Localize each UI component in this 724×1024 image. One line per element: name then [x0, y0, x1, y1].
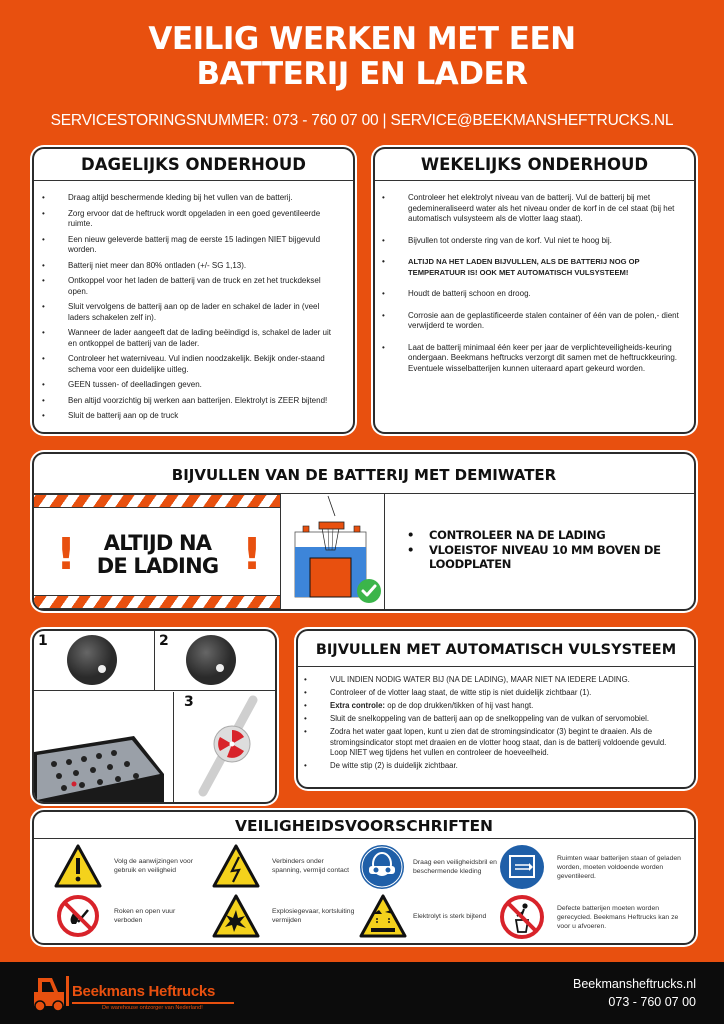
float-cap-icon	[34, 631, 155, 691]
sign-text: Roken en open vuur verboden	[114, 908, 176, 924]
battery-cells-icon	[34, 692, 174, 802]
battery-diagram-icon	[281, 494, 385, 611]
ventilation-icon	[499, 844, 545, 890]
list-item: • VLOEISTOF NIVEAU 10 MM BOVEN DE LOODPLATEN	[407, 543, 694, 572]
no-disposal-icon	[499, 894, 545, 940]
auto-fill-title: BIJVULLEN MET AUTOMATISCH VULSYSTEEM	[298, 631, 694, 667]
no-smoking-fire-icon	[56, 894, 100, 938]
forklift-logo-icon	[30, 974, 72, 1012]
title-line-1: VEILIG WERKEN MET EEN	[148, 21, 576, 57]
list-item-emphasis: • ALTIJD NA HET LADEN BIJVULLEN, ALS DE BATTERIJ NOG OP TEMPERATUUR IS! OOK MET AUTOMATISCH VULSYSTEEM!	[408, 257, 682, 278]
list-item: • Ontkoppel voor het laden de batterij van de truck en zet het truckdeksel open.	[68, 276, 341, 297]
weekly-maintenance-title: WEKELIJKS ONDERHOUD	[375, 149, 694, 181]
warning-line-2: DE LADING	[96, 554, 219, 578]
list-item: • Sluit de batterij aan op de truck	[68, 411, 341, 422]
auto-fill-list	[298, 667, 694, 772]
weekly-maintenance-list	[375, 181, 694, 374]
list-item: • CONTROLEER NA DE LADING	[407, 528, 694, 543]
safety-sign	[359, 894, 493, 938]
demiwater-card	[32, 452, 696, 611]
brand-name: Beekmans Heftrucks	[72, 983, 216, 1000]
corrosive-hazard-icon	[359, 894, 407, 938]
list-item: • Sluit de snelkoppeling van de batterij aan op de snelkoppeling van de vulkan of servomobiel.	[330, 714, 684, 725]
photo-label: 1	[38, 633, 48, 649]
list-item: • Controleer of de vlotter laag staat, de witte stip is niet duidelijk zichtbaar (1).	[330, 688, 684, 699]
warning-text	[74, 532, 241, 578]
list-item: • Controleer het elektrolyt niveau van de batterij. Vul de batterij bij met gedemineraliseerd water als het niveau onder de korf in de cel staat (bij het automatisch vulsysteem als de vlotter laag staat).	[408, 193, 682, 225]
sign-text: Explosiegevaar, kortsluiting vermijden	[272, 908, 355, 924]
safety-goggles-icon	[359, 844, 405, 890]
safety-sign	[359, 844, 498, 890]
list-item: • De witte stip (2) is duidelijk zichtbaar.	[330, 761, 684, 772]
daily-maintenance-title: DAGELIJKS ONDERHOUD	[34, 149, 353, 181]
safety-sign	[212, 844, 352, 888]
safety-sign	[212, 894, 372, 938]
photos-card	[32, 629, 277, 804]
hazard-stripe	[34, 595, 280, 609]
demiwater-title: BIJVULLEN VAN DE BATTERIJ MET DEMIWATER	[34, 454, 694, 494]
website-link[interactable]: Beekmansheftrucks.nl	[573, 977, 696, 991]
warning-panel	[34, 494, 281, 609]
footer	[0, 962, 724, 1024]
exclamation-icon: !	[242, 529, 263, 580]
safety-regulations-title: VEILIGHEIDSVOORSCHRIFTEN	[34, 812, 694, 839]
auto-fill-card	[296, 629, 696, 789]
list-item: • Zodra het water gaat lopen, kunt u zien dat de stromingsindicator (3) begint te draaien. Als de stromingsindicator stopt met draaien en de vlotter hoog staat, dan is de batterij voldoende gevuld. Loop NIET weg tijdens het vullen en controleer de hoeveelheid.	[330, 727, 684, 759]
list-item: • Houdt de batterij schoon en droog.	[408, 289, 682, 300]
exclamation-icon: !	[56, 529, 77, 580]
list-item: • Controleer het waterniveau. Vul indien noodzakelijk. Bekijk onder-staand schema voor een duidelijke uitleg.	[68, 354, 341, 375]
daily-maintenance-card	[32, 147, 355, 434]
page-title	[0, 22, 724, 92]
brand-tagline: De warehouse ontzorger van Nederland!	[102, 1005, 203, 1011]
battery-diagram	[281, 494, 385, 609]
safety-sign	[499, 894, 682, 940]
photo-flow-indicator	[175, 692, 275, 802]
photo-battery-cells	[34, 692, 174, 802]
list-item: • Een nieuw geleverde batterij mag de eerste 15 ladingen NIET bijgevuld worden.	[68, 235, 341, 256]
safety-regulations-card	[32, 810, 696, 945]
list-item: • Ben altijd voorzichtig bij werken aan batterijen. Elektrolyt is ZEER bijtend!	[68, 396, 341, 407]
safety-sign	[54, 844, 194, 888]
list-item: • Zorg ervoor dat de heftruck wordt opgeladen in een goed geventileerde ruimte.	[68, 209, 341, 230]
list-item: • Laat de batterij minimaal één keer per jaar de verplichteveiligheids-keuring ondergaan. Beekmans heftrucks verzorgt dit samen met de heftruckkeuring. Eventuele wisselbatterijen kunnen uiteraard apart gekeurd worden.	[408, 343, 682, 375]
safety-sign	[56, 894, 194, 938]
list-item: • Corrosie aan de geplastificeerde stalen container of één van de polen,- dient verwijderd te worden.	[408, 311, 682, 332]
list-item: • Sluit vervolgens de batterij aan op de lader en schakel de lader in (veel laders schakelen zelf in).	[68, 302, 341, 323]
warning-general-icon	[54, 844, 102, 888]
safety-sign	[499, 844, 682, 890]
list-item: • VUL INDIEN NODIG WATER BIJ (NA DE LADING), MAAR NIET NA IEDERE LADING.	[330, 675, 684, 686]
sign-text: Volg de aanwijzingen voor gebruik en veiligheid	[114, 858, 193, 874]
sign-text: Verbinders onder spanning, vermijd contact	[272, 858, 350, 874]
electric-hazard-icon	[212, 844, 260, 888]
list-item: • Bijvullen tot onderste ring van de korf. Vul niet te hoog bij.	[408, 236, 682, 247]
list-item: • Draag altijd beschermende kleding bij het vullen van de batterij.	[68, 193, 341, 204]
explosion-hazard-icon	[212, 894, 260, 938]
phone-number: 073 - 760 07 00	[608, 995, 696, 1009]
sign-text: Ruimten waar batterijen staan of geladen worden, moeten voldoende worden geventileerd.	[557, 854, 681, 880]
service-contact-line: SERVICESTORINGSNUMMER: 073 - 760 07 00 | SERVICE@BEEKMANSHEFTRUCKS.NL	[50, 112, 674, 129]
extra-check-text: op de dop drukken/tikken of hij vast hangt.	[387, 701, 534, 710]
photo-label: 2	[159, 633, 169, 649]
demiwater-instructions	[385, 494, 694, 609]
hazard-stripe	[34, 494, 280, 508]
sign-text: Elektrolyt is sterk bijtend	[413, 912, 487, 920]
daily-maintenance-list	[34, 181, 353, 422]
list-item: • GEEN tussen- of deelladingen geven.	[68, 380, 341, 391]
float-cap-icon	[155, 631, 275, 691]
list-item: • Batterij niet meer dan 80% ontladen (+/- SG 1,13).	[68, 261, 341, 272]
weekly-maintenance-card	[373, 147, 696, 434]
sign-text: Draag een veiligheidsbril en beschermende kleding	[413, 859, 497, 875]
photo-label: 3	[184, 694, 194, 710]
brand-underline	[72, 1002, 234, 1004]
sign-text: Defecte batterijen moeten worden gerecycled. Beekmans Heftrucks kan ze voor u afvoeren.	[557, 904, 679, 930]
title-line-2: BATTERIJ EN LADER	[196, 56, 528, 92]
warning-line-1: ALTIJD NA	[103, 531, 212, 555]
list-item	[330, 701, 684, 712]
extra-check-label: Extra controle:	[330, 701, 386, 710]
photo-float-low	[34, 631, 155, 691]
list-item: • Wanneer de lader aangeeft dat de lading beëindigd is, schakel de lader uit en ontkoppel de batterij van de lader.	[68, 328, 341, 349]
photo-float-high	[155, 631, 275, 691]
